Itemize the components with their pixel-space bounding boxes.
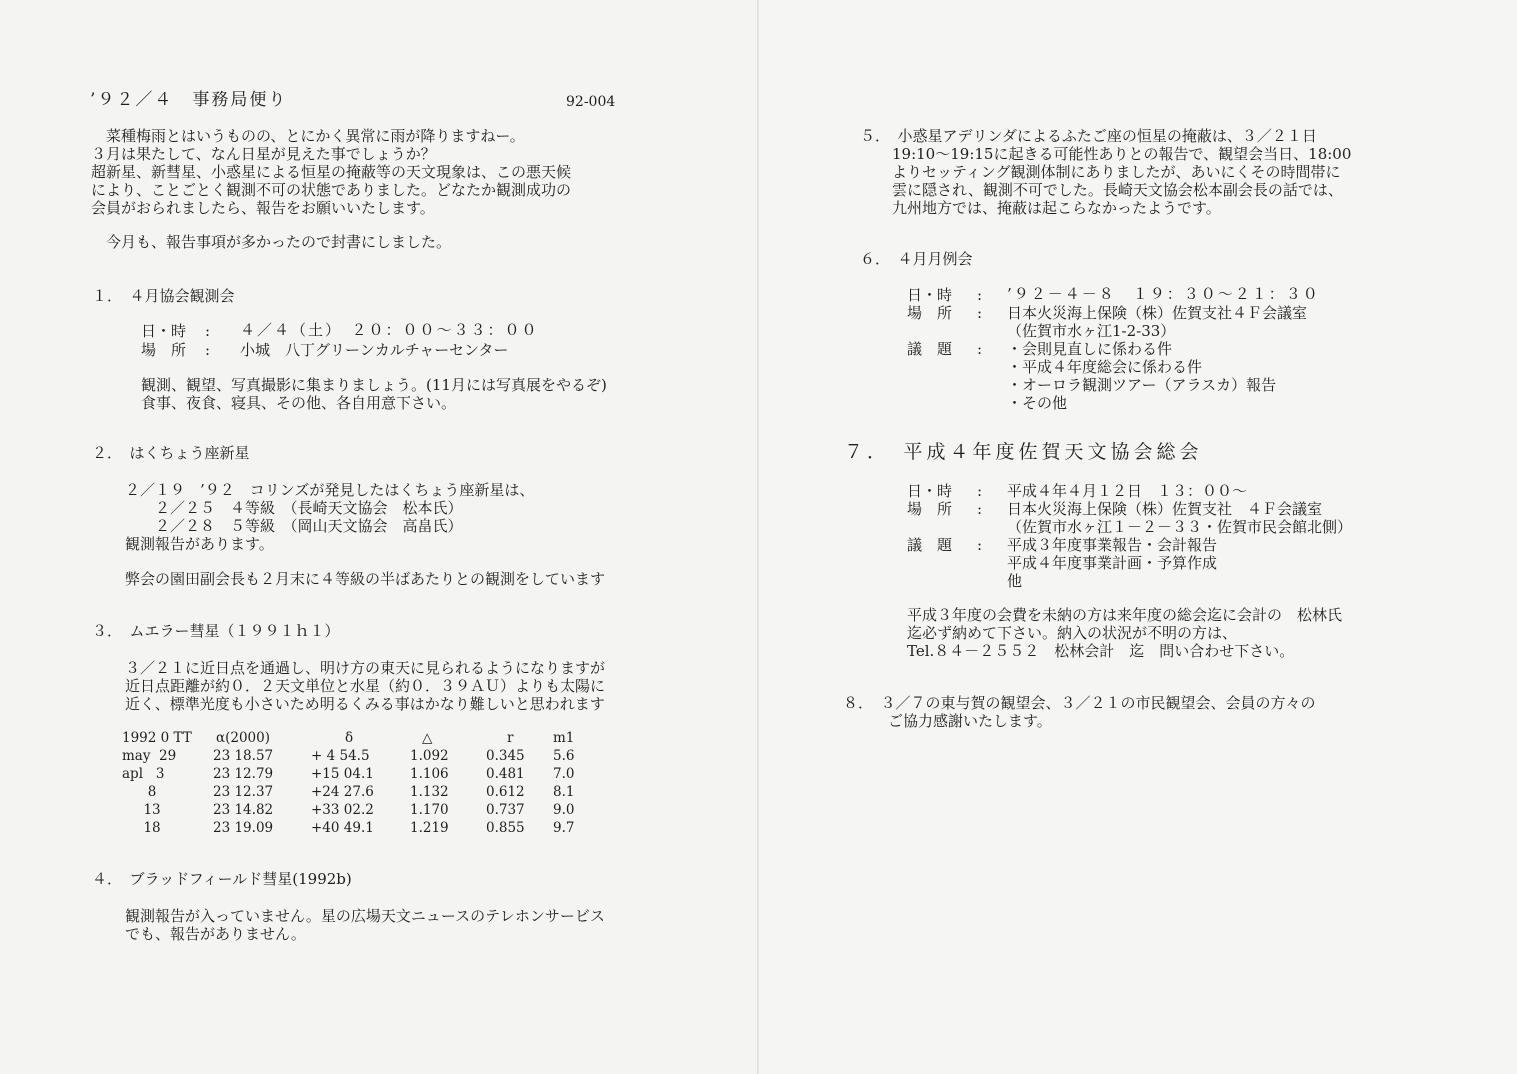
s1-date-value: ４／４（土） ２０：００～３３：００ [240, 321, 539, 339]
s7-colon: : [977, 482, 983, 500]
s5-line-4: 九州地方では、掩蔽は起こらなかったようです。 [892, 199, 1221, 217]
intro-line-2: ３月は果たして、なん日星が見えた事でしょうか？ [91, 145, 436, 163]
s7-place-value: 日本火災海上保険（株）佐賀支社 ４Ｆ会議室 [1007, 500, 1323, 518]
s2-line-2: ２／２５ ４等級 （長崎天文協会 松本氏） [125, 499, 463, 517]
s7-note-2: 迄必ず納めて下さい。納入の状況が不明の方は、 [907, 624, 1238, 642]
table-header-r: r [507, 730, 514, 746]
s2-note: 弊会の園田副会長も２月末に４等級の半ばあたりとの観測をしています [125, 570, 606, 588]
s5-line-2: よりセッティング観測体制にありましたが、あいにくその時間帯に [892, 163, 1341, 181]
table-cell: 0.481 [486, 766, 525, 782]
s3-line-3: 近く、標準光度も小さいため明るくみる事はかなり難しいと思われます [125, 695, 605, 713]
table-cell: 1.219 [410, 820, 449, 836]
section-5-title: ５． 小惑星アデリンダによるふたご座の恒星の掩蔽は、３／２１日 [860, 127, 1317, 145]
table-cell: 23 12.79 [213, 766, 274, 782]
table-cell: 1.132 [410, 784, 449, 800]
table-cell: 0.612 [486, 784, 525, 800]
table-header-date: 1992 0 TT [122, 730, 192, 746]
s5-line-1: 19:10～19:15に起きる可能性ありとの報告で、観望会当日、18:00 [892, 145, 1352, 163]
section-2-title: ２． はくちょう座新星 [92, 444, 250, 462]
section-7-title: ７． 平成４年度佐賀天文協会総会 [844, 441, 1203, 463]
table-cell: 0.737 [486, 802, 525, 818]
table-cell: 8.1 [553, 784, 575, 800]
table-cell: 13 [122, 802, 161, 818]
table-cell: 0.855 [486, 820, 525, 836]
s1-line-1: 観測、観望、写真撮影に集まりましょう。(11月には写真展をやるぞ) [141, 376, 607, 394]
s7-note-1: 平成３年度の会費を未納の方は来年度の総会迄に会計の 松林氏 [907, 606, 1343, 624]
table-cell: 9.7 [553, 820, 575, 836]
s1-place-value: 小城 八丁グリーンカルチャーセンター [240, 341, 509, 359]
table-cell: 1.170 [410, 802, 449, 818]
s7-agenda-label: 議 題 [907, 536, 953, 554]
s6-agenda-2: ・平成４年度総会に係わる件 [1007, 358, 1203, 376]
s7-colon-3: : [977, 536, 983, 554]
table-header-m1: m1 [553, 730, 575, 746]
s6-place-value: 日本火災海上保険（株）佐賀支社４Ｆ会議室 [1007, 304, 1308, 322]
table-cell: +24 27.6 [311, 784, 374, 800]
table-cell: 1.092 [410, 748, 449, 764]
s6-agenda-label: 議 題 [907, 340, 953, 358]
s4-line-1: 観測報告が入っていません。星の広場天文ニュースのテレホンサービス [125, 907, 605, 925]
table-cell: +15 04.1 [311, 766, 374, 782]
s7-agenda-1: 平成３年度事業報告・会計報告 [1007, 536, 1218, 554]
s7-date-value: 平成４年４月１２日 １３：００～ [1007, 482, 1248, 500]
section-8-line-2: ご協力感謝いたします。 [843, 712, 1052, 730]
s3-line-2: 近日点距離が約０．２天文単位と水星（約０．３９ＡＵ）よりも太陽に [125, 677, 606, 695]
s6-date-value: ’９２－４－８ １９：３０～２１：３０ [1007, 285, 1320, 303]
intro-note: 今月も、報告事項が多かったので封書にしました。 [91, 233, 452, 251]
s6-place-label: 場 所 [907, 304, 953, 322]
s6-colon-3: : [977, 340, 983, 358]
table-cell: 23 12.37 [213, 784, 274, 800]
table-cell: 18 [122, 820, 161, 836]
table-cell: 23 19.09 [213, 820, 274, 836]
table-cell: 8 [122, 784, 157, 800]
table-header-dec: δ [345, 730, 354, 746]
s7-place-sub: （佐賀市水ヶ江１－２－３３・佐賀市民会館北側） [1007, 518, 1353, 536]
s2-line-3: ２／２８ ５等級 （岡山天文協会 高畠氏） [125, 517, 463, 535]
s6-agenda-3: ・オーロラ観測ツアー（アラスカ）報告 [1007, 376, 1277, 394]
section-3-title: ３． ムエラー彗星（１９９１ｈ１） [92, 622, 340, 640]
document-number: 92-004 [566, 94, 616, 110]
table-cell: 1.106 [410, 766, 449, 782]
header-title: ’９２／４ 事務局便り [90, 90, 288, 110]
s1-date-label: 日・時 [141, 322, 187, 340]
table-cell: 9.0 [553, 802, 575, 818]
s2-line-4: 観測報告があります。 [125, 535, 274, 553]
section-8-line-1: ８． ３／７の東与賀の観望会、３／２１の市民観望会、会員の方々の [843, 694, 1316, 712]
table-cell: +40 49.1 [311, 820, 374, 836]
intro-line-3: 超新星、新彗星、小惑星による恒星の掩蔽等の天文現象は、この悪天候 [91, 163, 572, 181]
s4-line-2: でも、報告がありません。 [125, 925, 306, 943]
s7-agenda-2: 平成４年度事業計画・予算作成 [1007, 554, 1218, 572]
s6-colon: : [977, 286, 983, 304]
table-cell: 23 18.57 [213, 748, 274, 764]
table-header-delta: △ [422, 730, 433, 746]
table-cell: + 4 54.5 [311, 748, 370, 764]
intro-line-1: 菜種梅雨とはいうものの、とにかく異常に雨が降りますねー。 [91, 127, 525, 145]
s1-line-2: 食事、夜食、寝具、その他、各自用意下さい。 [141, 394, 457, 412]
s6-colon-2: : [977, 304, 983, 322]
intro-line-4: により、ことごとく観測不可の状態でありました。どなたか観測成功の [91, 181, 572, 199]
s1-place-label: 場 所 [141, 341, 187, 359]
s6-date-label: 日・時 [907, 286, 953, 304]
s3-line-1: ３／２１に近日点を通過し、明け方の東天に見られるようになりますが [125, 659, 606, 677]
s6-agenda-4: ・その他 [1007, 394, 1068, 412]
table-cell: 5.6 [553, 748, 575, 764]
table-cell: 0.345 [486, 748, 525, 764]
s2-line-1: ２／１９ ’９２ コリンズが発見したはくちょう座新星は、 [125, 481, 535, 499]
s1-colon-2: : [205, 341, 211, 359]
table-header-ra: α(2000) [216, 730, 271, 746]
s7-date-label: 日・時 [907, 482, 953, 500]
intro-line-5: 会員がおられましたら、報告をお願いいたします。 [91, 199, 435, 217]
s5-line-3: 雲に隠され、観測不可でした。長崎天文協会松本副会長の話では、 [892, 181, 1343, 199]
section-1-title: １． ４月協会観測会 [92, 287, 235, 305]
left-page [0, 0, 758, 1074]
s7-place-label: 場 所 [907, 500, 953, 518]
section-4-title: ４． ブラッドフィールド彗星(1992b) [92, 870, 352, 888]
s1-colon: : [205, 322, 211, 340]
s6-place-sub: （佐賀市水ヶ江1-2-33） [1007, 322, 1176, 340]
s7-note-3: Tel.８４－２５５２ 松林会計 迄 問い合わせ下さい。 [907, 642, 1295, 660]
table-cell: 23 14.82 [213, 802, 274, 818]
table-cell: may 29 [122, 748, 177, 764]
section-6-title: ６． ４月月例会 [860, 250, 973, 268]
table-cell: apl 3 [122, 766, 165, 782]
s7-agenda-3: 他 [1007, 572, 1023, 590]
s6-agenda-1: ・会則見直しに係わる件 [1007, 340, 1173, 358]
table-cell: +33 02.2 [311, 802, 374, 818]
table-cell: 7.0 [553, 766, 575, 782]
right-page [759, 0, 1517, 1074]
s7-colon-2: : [977, 500, 983, 518]
